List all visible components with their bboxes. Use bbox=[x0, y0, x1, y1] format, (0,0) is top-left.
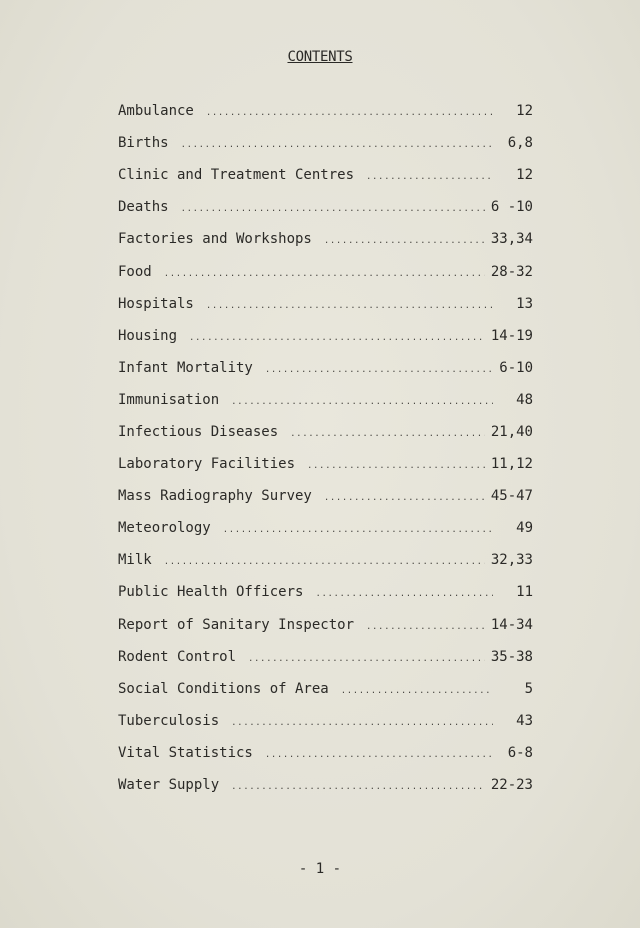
dot-leader bbox=[324, 232, 485, 246]
entry-label: Rodent Control bbox=[118, 648, 237, 665]
entry-pages: 21,40 bbox=[490, 423, 533, 440]
entry-pages: 6-8 bbox=[507, 744, 533, 761]
entry-label: Food bbox=[118, 263, 152, 280]
dot-leader bbox=[164, 553, 485, 567]
contents-entry bbox=[118, 641, 533, 673]
contents-entry bbox=[118, 448, 533, 480]
entry-label: Hospitals bbox=[118, 295, 194, 312]
page-title: CONTENTS bbox=[287, 49, 353, 65]
dot-leader bbox=[189, 329, 485, 343]
entry-pages: 28-32 bbox=[490, 263, 533, 280]
dot-leader bbox=[341, 682, 493, 696]
contents-entry bbox=[118, 576, 533, 608]
dot-leader bbox=[206, 297, 493, 311]
contents-entry bbox=[118, 127, 533, 159]
entry-pages: 43 bbox=[516, 712, 533, 729]
entry-pages: 11,12 bbox=[490, 456, 533, 473]
entry-pages: 5 bbox=[524, 680, 533, 697]
dot-leader bbox=[265, 361, 493, 375]
dot-leader bbox=[324, 489, 485, 503]
entry-pages: 14-19 bbox=[490, 327, 533, 344]
entry-label: Report of Sanitary Inspector bbox=[118, 616, 355, 633]
entry-label: Meteorology bbox=[118, 520, 211, 537]
contents-entry bbox=[118, 320, 533, 352]
entry-pages: 22-23 bbox=[490, 777, 533, 794]
dot-leader bbox=[265, 746, 493, 760]
entry-pages: 45-47 bbox=[490, 488, 533, 505]
entry-label: Mass Radiography Survey bbox=[118, 488, 312, 505]
contents-entry bbox=[118, 769, 533, 801]
entry-label: Infant Mortality bbox=[118, 359, 253, 376]
page-number: - 1 - bbox=[298, 861, 342, 877]
contents-entry bbox=[118, 223, 533, 255]
contents-entry bbox=[118, 95, 533, 127]
dot-leader bbox=[206, 104, 493, 118]
entry-label: Public Health Officers bbox=[118, 584, 304, 601]
entry-label: Social Conditions of Area bbox=[118, 680, 329, 697]
entry-pages: 48 bbox=[516, 391, 533, 408]
contents-entry bbox=[118, 737, 533, 769]
dot-leader bbox=[164, 265, 485, 279]
contents-entry bbox=[118, 255, 533, 287]
entry-pages: 35-38 bbox=[490, 648, 533, 665]
contents-entry bbox=[118, 159, 533, 191]
entry-label: Infectious Diseases bbox=[118, 423, 279, 440]
entry-pages: 12 bbox=[516, 167, 533, 184]
entry-pages: 49 bbox=[516, 520, 533, 537]
dot-leader bbox=[231, 393, 493, 407]
contents-entry bbox=[118, 416, 533, 448]
entry-label: Housing bbox=[118, 327, 178, 344]
dot-leader bbox=[366, 618, 485, 632]
entry-label: Vital Statistics bbox=[118, 744, 253, 761]
entry-label: Births bbox=[118, 135, 169, 152]
contents-entry bbox=[118, 673, 533, 705]
entry-pages: 6 -10 bbox=[490, 199, 533, 216]
entry-pages: 6-10 bbox=[499, 359, 533, 376]
entry-label: Laboratory Facilities bbox=[118, 456, 296, 473]
entry-pages: 14-34 bbox=[490, 616, 533, 633]
dot-leader bbox=[231, 778, 485, 792]
contents-entry bbox=[118, 705, 533, 737]
entry-pages: 12 bbox=[516, 103, 533, 120]
entry-pages: 32,33 bbox=[490, 552, 533, 569]
contents-entry bbox=[118, 384, 533, 416]
dot-leader bbox=[181, 200, 485, 214]
entry-pages: 6,8 bbox=[507, 135, 533, 152]
dot-leader bbox=[223, 521, 493, 535]
contents-entry bbox=[118, 288, 533, 320]
contents-entry bbox=[118, 191, 533, 223]
dot-leader bbox=[366, 168, 493, 182]
entry-pages: 33,34 bbox=[490, 231, 533, 248]
dot-leader bbox=[307, 457, 485, 471]
entry-label: Water Supply bbox=[118, 777, 220, 794]
contents-entry bbox=[118, 480, 533, 512]
entry-pages: 13 bbox=[516, 295, 533, 312]
entry-label: Clinic and Treatment Centres bbox=[118, 167, 355, 184]
entry-label: Tuberculosis bbox=[118, 712, 220, 729]
contents-entry bbox=[118, 544, 533, 576]
contents-entry bbox=[118, 352, 533, 384]
dot-leader bbox=[231, 714, 493, 728]
dot-leader bbox=[181, 136, 493, 150]
entry-label: Factories and Workshops bbox=[118, 231, 312, 248]
contents-list bbox=[118, 95, 533, 801]
entry-pages: 11 bbox=[516, 584, 533, 601]
dot-leader bbox=[290, 425, 485, 439]
dot-leader bbox=[315, 585, 493, 599]
dot-leader bbox=[248, 650, 485, 664]
entry-label: Immunisation bbox=[118, 391, 220, 408]
entry-label: Deaths bbox=[118, 199, 169, 216]
contents-entry bbox=[118, 512, 533, 544]
contents-entry bbox=[118, 609, 533, 641]
entry-label: Ambulance bbox=[118, 103, 194, 120]
entry-label: Milk bbox=[118, 552, 152, 569]
